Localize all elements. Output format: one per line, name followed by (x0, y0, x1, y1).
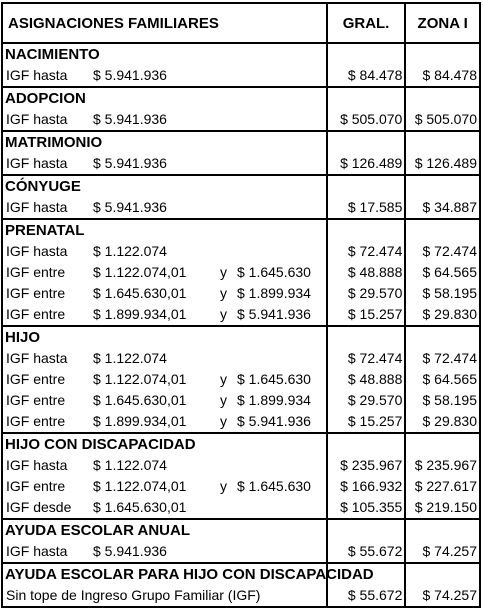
range-connector: y (220, 392, 227, 408)
section-gral-cell (327, 175, 406, 219)
income-label: IGF entre (6, 371, 66, 387)
section-title: AYUDA ESCOLAR PARA HIJO CON DISCAPACIDAD (5, 566, 374, 583)
zona-amount: $ 235.967 (414, 457, 477, 473)
section-gral-cell (327, 87, 406, 131)
income-label: IGF hasta (6, 543, 68, 559)
zona-amount: $ 29.830 (422, 413, 477, 429)
income-range-line (3, 153, 326, 174)
section-zona-cell (405, 563, 480, 607)
income-label: IGF entre (6, 413, 66, 429)
section-row (2, 87, 480, 131)
gral-amount: $ 72.474 (347, 243, 403, 259)
gral-amount: $ 55.672 (347, 543, 403, 559)
income-range-line (3, 411, 326, 432)
column-header-gral: GRAL. (327, 3, 406, 43)
section-description-cell (2, 219, 327, 326)
zona-amount: $ 219.150 (414, 499, 477, 515)
spacer (406, 88, 479, 109)
section-title: ADOPCION (5, 90, 86, 107)
section-row (2, 175, 480, 219)
section-description-cell (2, 43, 327, 87)
zona-amount: $ 58.195 (422, 285, 477, 301)
income-amount-from: $ 5.941.936 (93, 199, 167, 215)
zona-amount: $ 64.565 (422, 371, 477, 387)
range-connector: y (220, 371, 227, 387)
income-amount-from: $ 5.941.936 (93, 111, 167, 127)
section-zona-cell (405, 87, 480, 131)
spacer (406, 434, 479, 455)
zona-amount: $ 227.617 (414, 478, 477, 494)
spacer (406, 132, 479, 153)
income-amount-from: $ 1.122.074 (93, 350, 167, 366)
income-amount-from: $ 1.899.934,01 (93, 413, 187, 429)
section-row (2, 43, 480, 87)
section-row (2, 433, 480, 519)
spacer (406, 44, 479, 65)
spacer (328, 220, 405, 241)
income-range-line (3, 369, 326, 390)
income-amount-from: $ 1.899.934,01 (93, 306, 187, 322)
income-range-line (3, 304, 326, 325)
section-gral-cell (327, 219, 406, 326)
header-row (2, 3, 480, 43)
section-gral-cell (327, 519, 406, 563)
gral-amount: $ 166.932 (340, 478, 403, 494)
table-title: ASIGNACIONES FAMILIARES (2, 3, 327, 43)
income-amount-to: $ 1.645.630 (237, 264, 311, 280)
range-connector: y (220, 413, 227, 429)
spacer (328, 520, 405, 541)
income-amount-from: $ 1.122.074,01 (93, 371, 187, 387)
income-label: IGF hasta (6, 199, 68, 215)
income-label: IGF entre (6, 285, 66, 301)
column-header-zona: ZONA I (405, 3, 480, 43)
income-range-line (3, 541, 326, 562)
section-gral-cell (327, 433, 406, 519)
income-range-line (3, 262, 326, 283)
section-row (2, 131, 480, 175)
section-gral-cell (327, 43, 406, 87)
range-connector: y (220, 478, 227, 494)
income-amount-to: $ 1.899.934 (237, 392, 311, 408)
section-title: PRENATAL (5, 222, 85, 239)
zona-amount: $ 84.478 (422, 67, 477, 83)
income-label: IGF hasta (6, 457, 68, 473)
income-amount-to: $ 5.941.936 (237, 306, 311, 322)
income-amount-from: $ 1.122.074,01 (93, 478, 187, 494)
income-label: IGF entre (6, 392, 66, 408)
section-zona-cell (405, 175, 480, 219)
income-amount-from: $ 5.941.936 (93, 543, 167, 559)
gral-amount: $ 72.474 (347, 350, 403, 366)
income-range-line (3, 283, 326, 304)
gral-amount: $ 235.967 (340, 457, 403, 473)
spacer (328, 132, 405, 153)
income-label: IGF hasta (6, 350, 68, 366)
section-row (2, 563, 480, 607)
gral-amount: $ 48.888 (347, 371, 403, 387)
spacer (328, 176, 405, 197)
spacer (406, 564, 479, 585)
income-label: IGF hasta (6, 155, 68, 171)
zona-amount: $ 74.257 (422, 543, 477, 559)
income-range-line (3, 585, 326, 606)
spacer (406, 327, 479, 348)
gral-amount: $ 48.888 (347, 264, 403, 280)
zona-amount: $ 34.887 (422, 199, 477, 215)
income-note: Sin tope de Ingreso Grupo Familiar (IGF) (6, 587, 261, 603)
spacer (406, 176, 479, 197)
income-label: IGF hasta (6, 243, 68, 259)
income-range-line (3, 348, 326, 369)
section-description-cell (2, 519, 327, 563)
section-title: HIJO (5, 329, 41, 346)
zona-amount: $ 72.474 (422, 243, 477, 259)
income-range-line (3, 497, 326, 518)
range-connector: y (220, 264, 227, 280)
section-title: MATRIMONIO (5, 134, 103, 151)
income-amount-from: $ 5.941.936 (93, 155, 167, 171)
income-amount-to: $ 1.899.934 (237, 285, 311, 301)
section-zona-cell (405, 433, 480, 519)
section-zona-cell (405, 131, 480, 175)
gral-amount: $ 105.355 (340, 499, 403, 515)
income-label: IGF entre (6, 478, 66, 494)
spacer (406, 520, 479, 541)
section-zona-cell (405, 326, 480, 433)
section-description-cell (2, 87, 327, 131)
section-title: NACIMIENTO (5, 46, 100, 63)
zona-amount: $ 72.474 (422, 350, 477, 366)
section-description-cell (2, 563, 374, 607)
section-gral-cell (327, 131, 406, 175)
income-range-line (3, 390, 326, 411)
section-row (2, 519, 480, 563)
income-amount-from: $ 1.645.630,01 (93, 499, 187, 515)
gral-amount: $ 29.570 (347, 392, 403, 408)
gral-amount: $ 29.570 (347, 285, 403, 301)
section-row (2, 219, 480, 326)
section-description-cell (2, 175, 327, 219)
income-label: IGF entre (6, 264, 66, 280)
income-amount-to: $ 5.941.936 (237, 413, 311, 429)
section-title: HIJO CON DISCAPACIDAD (5, 436, 196, 453)
spacer (328, 88, 405, 109)
zona-amount: $ 505.070 (414, 111, 477, 127)
income-amount-to: $ 1.645.630 (237, 478, 311, 494)
range-connector: y (220, 285, 227, 301)
income-amount-from: $ 5.941.936 (93, 67, 167, 83)
gral-amount: $ 55.672 (347, 587, 403, 603)
zona-amount: $ 58.195 (422, 392, 477, 408)
gral-amount: $ 84.478 (347, 67, 403, 83)
income-range-line (3, 455, 326, 476)
section-gral-cell (327, 326, 406, 433)
zona-amount: $ 29.830 (422, 306, 477, 322)
section-title: CÓNYUGE (5, 178, 81, 195)
income-amount-from: $ 1.645.630,01 (93, 285, 187, 301)
income-range-line (3, 65, 326, 86)
income-label: IGF entre (6, 306, 66, 322)
section-description-cell (2, 433, 327, 519)
gral-amount: $ 126.489 (340, 155, 403, 171)
zona-amount: $ 74.257 (422, 587, 477, 603)
range-connector: y (220, 306, 227, 322)
income-range-line (3, 109, 326, 130)
income-label: IGF hasta (6, 111, 68, 127)
spacer (406, 220, 479, 241)
income-amount-from: $ 1.122.074 (93, 457, 167, 473)
gral-amount: $ 15.257 (347, 413, 403, 429)
section-zona-cell (405, 43, 480, 87)
asignaciones-table (1, 2, 481, 608)
income-range-line (3, 241, 326, 262)
spacer (328, 44, 405, 65)
income-amount-from: $ 1.645.630,01 (93, 392, 187, 408)
income-label: IGF hasta (6, 67, 68, 83)
section-title: AYUDA ESCOLAR ANUAL (5, 522, 191, 539)
income-range-line (3, 476, 326, 497)
zona-amount: $ 64.565 (422, 264, 477, 280)
section-zona-cell (405, 519, 480, 563)
spacer (328, 327, 405, 348)
income-amount-to: $ 1.645.630 (237, 371, 311, 387)
income-range-line (3, 197, 326, 218)
zona-amount: $ 126.489 (414, 155, 477, 171)
section-description-cell (2, 131, 327, 175)
section-row (2, 326, 480, 433)
income-amount-from: $ 1.122.074,01 (93, 264, 187, 280)
section-zona-cell (405, 219, 480, 326)
section-description-cell (2, 326, 327, 433)
income-label: IGF desde (6, 499, 72, 515)
gral-amount: $ 15.257 (347, 306, 403, 322)
income-amount-from: $ 1.122.074 (93, 243, 167, 259)
spacer (328, 434, 405, 455)
gral-amount: $ 17.585 (347, 199, 403, 215)
gral-amount: $ 505.070 (340, 111, 403, 127)
